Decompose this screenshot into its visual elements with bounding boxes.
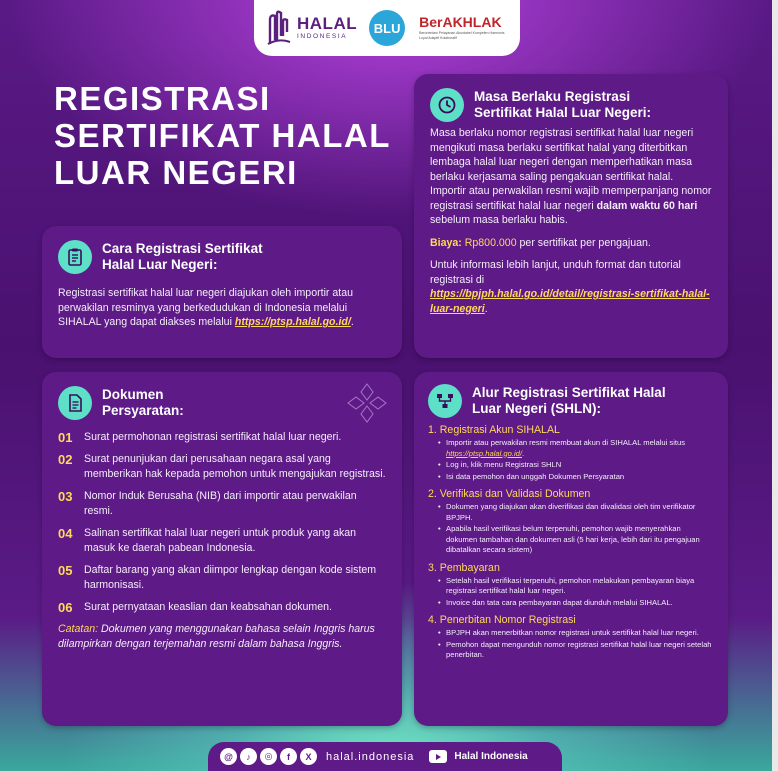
halal-word: HALAL: [297, 14, 358, 34]
halal-mark-icon: [266, 10, 292, 46]
card-alur-registrasi: [414, 372, 728, 726]
ptsp-link-small[interactable]: https://ptsp.halal.go.id/: [446, 448, 522, 458]
masa-body: Masa berlaku nomor registrasi sertifikat halal luar negeri mengikuti masa berlaku sertifikat halal yang diterbitkan lembaga halal luar negeri dengan memperhatikan masa berlaku kerjasama saling pengakuan sertifikat halal. Importir atau perwakilan resmi wajib memperpanjang nomor registrasi sertifikat halal luar negeri dalam waktu 60 hari sebelum masa berlaku habis.: [430, 127, 712, 226]
list-item: 06 Surat pernyataan keaslian dan keabsahan dokumen.: [58, 600, 332, 615]
window-edge: [772, 0, 778, 771]
youtube-icon[interactable]: [429, 750, 447, 763]
list-item: • Invoice dan tata cara pembayaran dapat diunduh melalui SIHALAL.: [438, 598, 714, 609]
list-item: • Log in, klik menu Registrasi SHLN: [438, 460, 714, 471]
step-2-list: [428, 502, 714, 556]
list-item: 03 Nomor Induk Berusaha (NIB) dari importir atau perwakilan resmi.: [58, 489, 357, 517]
list-item: 04 Salinan sertifikat halal luar negeri untuk produk yang akan masuk ke daerah pabean Indonesia.: [58, 526, 357, 554]
bpjph-link[interactable]: https://bpjph.halal.go.id/detail/registrasi-sertifikat-halal-luar-negeri: [430, 288, 710, 315]
step-3-list: [428, 576, 714, 609]
threads-icon[interactable]: @: [220, 748, 237, 765]
berakhlak-sub: Berorientasi Pelayanan Akuntabel Kompeten Harmonis Loyal Adaptif Kolaboratif: [419, 31, 505, 40]
list-item: • Apabila hasil verifikasi belum terpenuhi, pemohon wajib menyerahkan dokumen tambahan dan dokumen asli (5 hari kerja, lebih dari itu pengajuan dibatalkan secara sistem): [438, 524, 714, 556]
x-icon[interactable]: X: [300, 748, 317, 765]
list-item: • Pemohon dapat mengunduh nomor registrasi sertifikat halal luar negeri setelah penerbitan.: [438, 640, 714, 661]
cara-title: Cara Registrasi Sertifikat Halal Luar Negeri:: [102, 241, 263, 272]
step-4-list: [428, 628, 714, 661]
clock-icon: [430, 88, 464, 122]
card-cara-registrasi: [42, 226, 402, 358]
halal-sub: INDONESIA: [297, 33, 348, 41]
masa-info: Untuk informasi lebih lanjut, unduh format dan tutorial registrasi di https://bpjph.halal.go.id/detail/registrasi-sertifikat-halal-luar-negeri.: [430, 259, 710, 315]
dokumen-list: [58, 430, 386, 615]
masa-title: Masa Berlaku Registrasi Sertifikat Halal Luar Negeri:: [474, 89, 652, 120]
instagram-icon[interactable]: ◎: [260, 748, 277, 765]
masa-biaya: Biaya: Rp800.000 per sertifikat per pengajuan.: [430, 236, 651, 249]
step-1-title: 1. Registrasi Akun SIHALAL: [428, 424, 560, 436]
list-item: • Setelah hasil verifikasi terpenuhi, pemohon melakukan pembayaran biaya registrasi sertifikat halal luar negeri.: [438, 576, 714, 597]
document-icon: [58, 386, 92, 420]
card-dokumen-persyaratan: [42, 372, 402, 726]
list-item: • Isi data pemohon dan unggah Dokumen Persyaratan: [438, 472, 714, 483]
headline-line-2: SERTIFIKAT HALAL: [54, 117, 391, 154]
list-item: 01 Surat permohonan registrasi sertifikat halal luar negeri.: [58, 430, 342, 445]
berakhlak-word: BerAKHLAK: [419, 14, 502, 31]
logo-bar: [254, 0, 520, 56]
headline-line-1: REGISTRASI: [54, 80, 271, 117]
youtube-label[interactable]: Halal Indonesia: [454, 751, 528, 762]
list-item: • BPJPH akan menerbitkan nomor registrasi untuk sertifikat halal luar negeri.: [438, 628, 714, 639]
dokumen-title: Dokumen Persyaratan:: [102, 387, 184, 418]
list-item: 02 Surat penunjukan dari perusahaan negara asal yang memberikan hak kepada pemohon untuk mengajukan registrasi.: [58, 452, 386, 480]
step-1-list: [428, 438, 714, 482]
facebook-icon[interactable]: f: [280, 748, 297, 765]
social-handle[interactable]: halal.indonesia: [326, 750, 415, 763]
list-item: • Importir atau perwakilan resmi membuat akun di SIHALAL melalui situs https://ptsp.halal.go.id/.: [438, 438, 714, 459]
step-4-title: 4. Penerbitan Nomor Registrasi: [428, 614, 576, 626]
halal-indonesia-logo: [266, 10, 357, 46]
list-item: 05 Daftar barang yang akan diimpor lengkap dengan kode sistem harmonisasi.: [58, 563, 377, 591]
cara-body: Registrasi sertifikat halal luar negeri diajukan oleh importir atau perwakilan resminya yang berkedudukan di Indonesia melalui SIHALAL yang dapat diakses melalui https://ptsp.halal.go.id/.: [58, 287, 354, 328]
social-bar: [208, 742, 562, 771]
headline-line-3: LUAR NEGERI: [54, 154, 298, 191]
card-masa-berlaku: [414, 74, 728, 358]
step-3-title: 3. Pembayaran: [428, 561, 500, 574]
alur-title: Alur Registrasi Sertifikat Halal Luar Negeri (SHLN):: [472, 385, 666, 416]
ptsp-link[interactable]: https://ptsp.halal.go.id/: [234, 316, 351, 328]
list-item: • Dokumen yang diajukan akan diverifikasi dan divalidasi oleh tim verifikator BPJPH.: [438, 502, 714, 523]
dokumen-note: Catatan: Dokumen yang menggunakan bahasa selain Inggris harus dilampirkan dengan terjemahan resmi dalam bahasa Inggris.: [58, 623, 375, 650]
headline: [54, 80, 404, 191]
flowchart-icon: [428, 384, 462, 418]
blu-logo: BLU: [369, 10, 405, 46]
step-2-title: 2. Verifikasi dan Validasi Dokumen: [428, 488, 591, 500]
tiktok-icon[interactable]: ♪: [240, 748, 257, 765]
berakhlak-logo: [419, 15, 507, 40]
clipboard-icon: [58, 240, 92, 274]
ornament-icon: [346, 382, 388, 424]
